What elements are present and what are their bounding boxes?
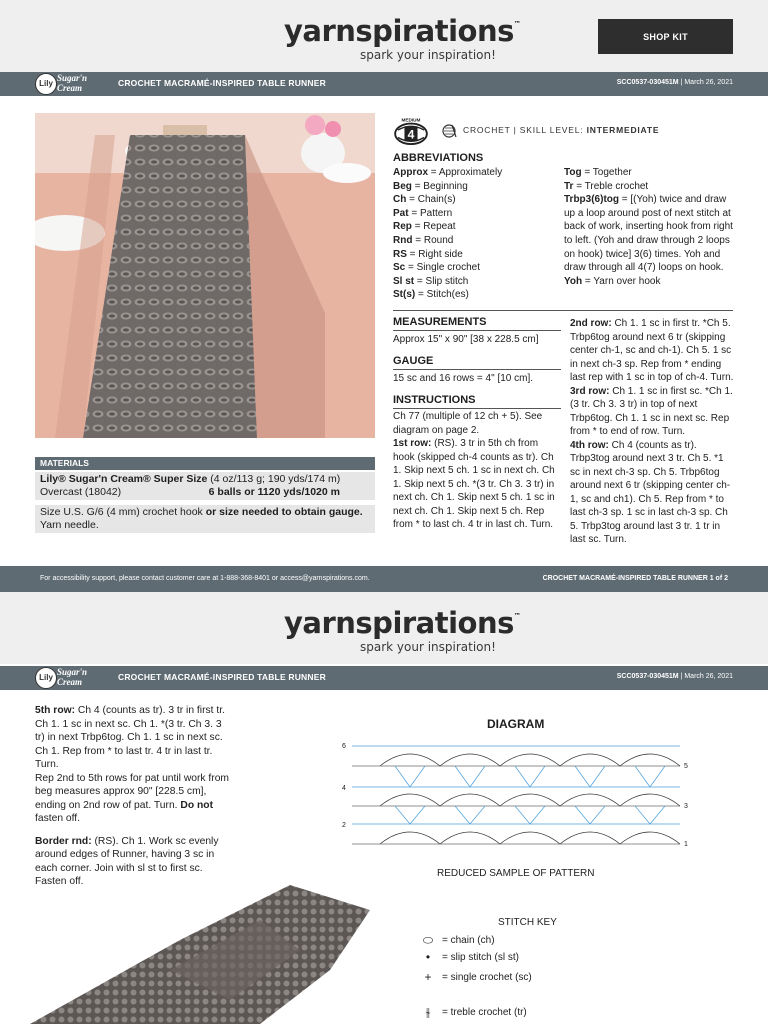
materials-tools: Size U.S. G/6 (4 mm) crochet hook or size needed to obtain gauge. Yarn needle. (35, 505, 375, 533)
abbreviations-heading: ABBREVIATIONS (393, 152, 484, 164)
pattern-title: CROCHET MACRAMÉ-INSPIRED TABLE RUNNER (118, 672, 326, 682)
key-slip-stitch: • = slip stitch (sl st) (418, 950, 519, 964)
key-treble-crochet: ⫳ = treble crochet (tr) (418, 1005, 527, 1020)
skill-level-row (393, 113, 733, 147)
brand-header (0, 0, 768, 72)
sugar-n-cream-logo: Lily Sugar'n Cream (35, 73, 105, 95)
slip-stitch-symbol-icon: • (425, 950, 431, 964)
gauge-underline (393, 369, 561, 370)
pattern-code: SCC0537-030451M | March 26, 2021 (616, 79, 733, 86)
diagram-title: DIAGRAM (487, 717, 545, 731)
materials-header: MATERIALS (35, 457, 375, 470)
diagram-caption: REDUCED SAMPLE OF PATTERN (437, 868, 595, 879)
treble-crochet-symbol-icon: ⫳ (425, 1005, 431, 1019)
svg-text:MEDIUM: MEDIUM (401, 117, 421, 123)
brand-header-page2 (0, 592, 768, 664)
svg-text:4: 4 (342, 785, 346, 792)
page-indicator: CROCHET MACRAMÉ-INSPIRED TABLE RUNNER 1 of 2 (542, 575, 728, 582)
measurements-heading: MEASUREMENTS (393, 316, 487, 328)
gauge-heading: GAUGE (393, 355, 434, 367)
crochet-hook-icon (441, 123, 457, 139)
materials-yarn: Lily® Sugar'n Cream® Super Size (4 oz/113 g; 190 yds/174 m) Overcast (18042) 6 balls or 1120 yds/1020 m (35, 472, 375, 500)
abbreviations-left: Approx = Approximately Beg = Beginning Ch = Chain(s) Pat = Pattern Rep = Repeat Rnd = Round RS = Right side Sc = Single crochet Sl st = Slip stitch St(s) = Stitch(es) (393, 167, 503, 301)
svg-text:3: 3 (684, 803, 688, 810)
chain-symbol-icon: ⬭ (422, 933, 434, 947)
title-band (0, 72, 768, 96)
measurements-text: Approx 15" x 90" [38 x 228.5 cm] (393, 334, 539, 345)
table-runner-photo (35, 113, 375, 438)
brand-logo-page2[interactable]: yarnspirations™ (284, 606, 521, 640)
measurements-underline (393, 330, 561, 331)
medium-weight-yarn-icon (393, 117, 429, 145)
instructions-col2: 2nd row: Ch 1. 1 sc in first tr. *Ch 5. Trbp6tog around next 6 tr (skipping center ch-1, sc and ch-1). Ch 5. 1 sc in next ch-3 sp. Rep from * ending last rep with 1 sc in top of ch-4. Turn. 3rd row: Ch 1. 1 sc in first sc. *Ch 1. (3 tr. Ch 3. 3 tr) in top of next Trbp6tog. Ch 1. 1 sc in next sc. Rep from * to end of row. Turn. 4th row: Ch 4 (counts as tr). Trbp3tog around next 3 tr. Ch 5. *1 sc in next ch-3 sp. Ch 5. Trbp6tog around next 6 tr (skipping center ch-1, sc and ch1). Ch 5. Rep from * to last ch-3 sp. 1 sc in last ch-3 sp. Ch 5. Trbp3tog around last 3 tr. 1 tr in last sc. Turn. (570, 318, 734, 545)
svg-text:2: 2 (342, 822, 346, 829)
pattern-code: SCC0537-030451M | March 26, 2021 (616, 673, 733, 680)
instructions-heading: INSTRUCTIONS (393, 394, 476, 406)
sugar-n-cream-logo: Lily Sugar'n Cream (35, 667, 105, 689)
key-chain: ⬭ = chain (ch) (418, 933, 495, 948)
pattern-title: CROCHET MACRAMÉ-INSPIRED TABLE RUNNER (118, 78, 326, 88)
page-footer (0, 566, 768, 592)
gauge-text: 15 sc and 16 rows = 4" [10 cm]. (393, 373, 534, 384)
shop-kit-button[interactable]: SHOP KIT (598, 19, 733, 54)
title-band-page2 (0, 666, 768, 690)
rolled-runner-photo (30, 880, 370, 1024)
svg-text:1: 1 (684, 841, 688, 848)
svg-text:6: 6 (342, 743, 346, 750)
skill-level-text: CROCHET | SKILL LEVEL: INTERMEDIATE (463, 125, 660, 135)
section-divider (393, 310, 733, 311)
instructions-underline (393, 408, 561, 409)
stitch-key-title: STITCH KEY (498, 917, 557, 928)
brand-tagline-page2: spark your inspiration! (360, 640, 496, 654)
abbreviations-right: Tog = Together Tr = Treble crochet Trbp3(6)tog = [(Yoh) twice and draw up a loop around post of next stitch at back of work, inserting hook from right to left. (Yoh and draw through 2 loops on hook) twice] 3(6) times. Yoh and draw through all 4(7) loops on hook. Yoh = Yarn over hook (564, 167, 733, 287)
brand-tagline: spark your inspiration! (360, 48, 496, 62)
stitch-diagram (340, 732, 700, 862)
svg-text:4: 4 (407, 127, 415, 142)
accessibility-note: For accessibility support, please contact customer care at 1-888-368-8401 or access@yarnspirations.com. (40, 575, 370, 582)
key-single-crochet: + = single crochet (sc) (418, 970, 532, 984)
instructions-col1: Ch 77 (multiple of 12 ch + 5). See diagram on page 2. 1st row: (RS). 3 tr in 5th ch from hook (skipped ch-4 counts as tr). Ch 1. Skip next 5 ch. 1 sc in next ch. Ch 1. Skip next 5 ch. *(3 tr. Ch 3. 3 tr) in next ch. Ch 1. Skip next 5 ch. 1 sc in next ch. Ch 1. Skip next 5 ch. Rep from * to last ch. 4 tr in last ch. Turn. (393, 411, 555, 530)
svg-text:5: 5 (684, 763, 688, 770)
single-crochet-symbol-icon: + (424, 970, 432, 984)
page2-instructions: 5th row: Ch 4 (counts as tr). 3 tr in first tr. Ch 1. 1 sc in next sc. Ch 1. *(3 tr. Ch 3. 3 tr) in next Trbp6tog. Ch 1. 1 sc in next sc. Ch 1. Rep from * to last tr. 4 tr in last tr. Turn. Rep 2nd to 5th rows for pat until work from beg measures approx 90" [228.5 cm], ending on 2nd row of pat. Turn. Do not fasten off. Border rnd: (RS). Ch 1. Work sc evenly around edges of Runner, having 3 sc in each corner. Join with sl st to first sc. Fasten off. (35, 705, 230, 887)
brand-logo[interactable]: yarnspirations™ (284, 14, 521, 48)
